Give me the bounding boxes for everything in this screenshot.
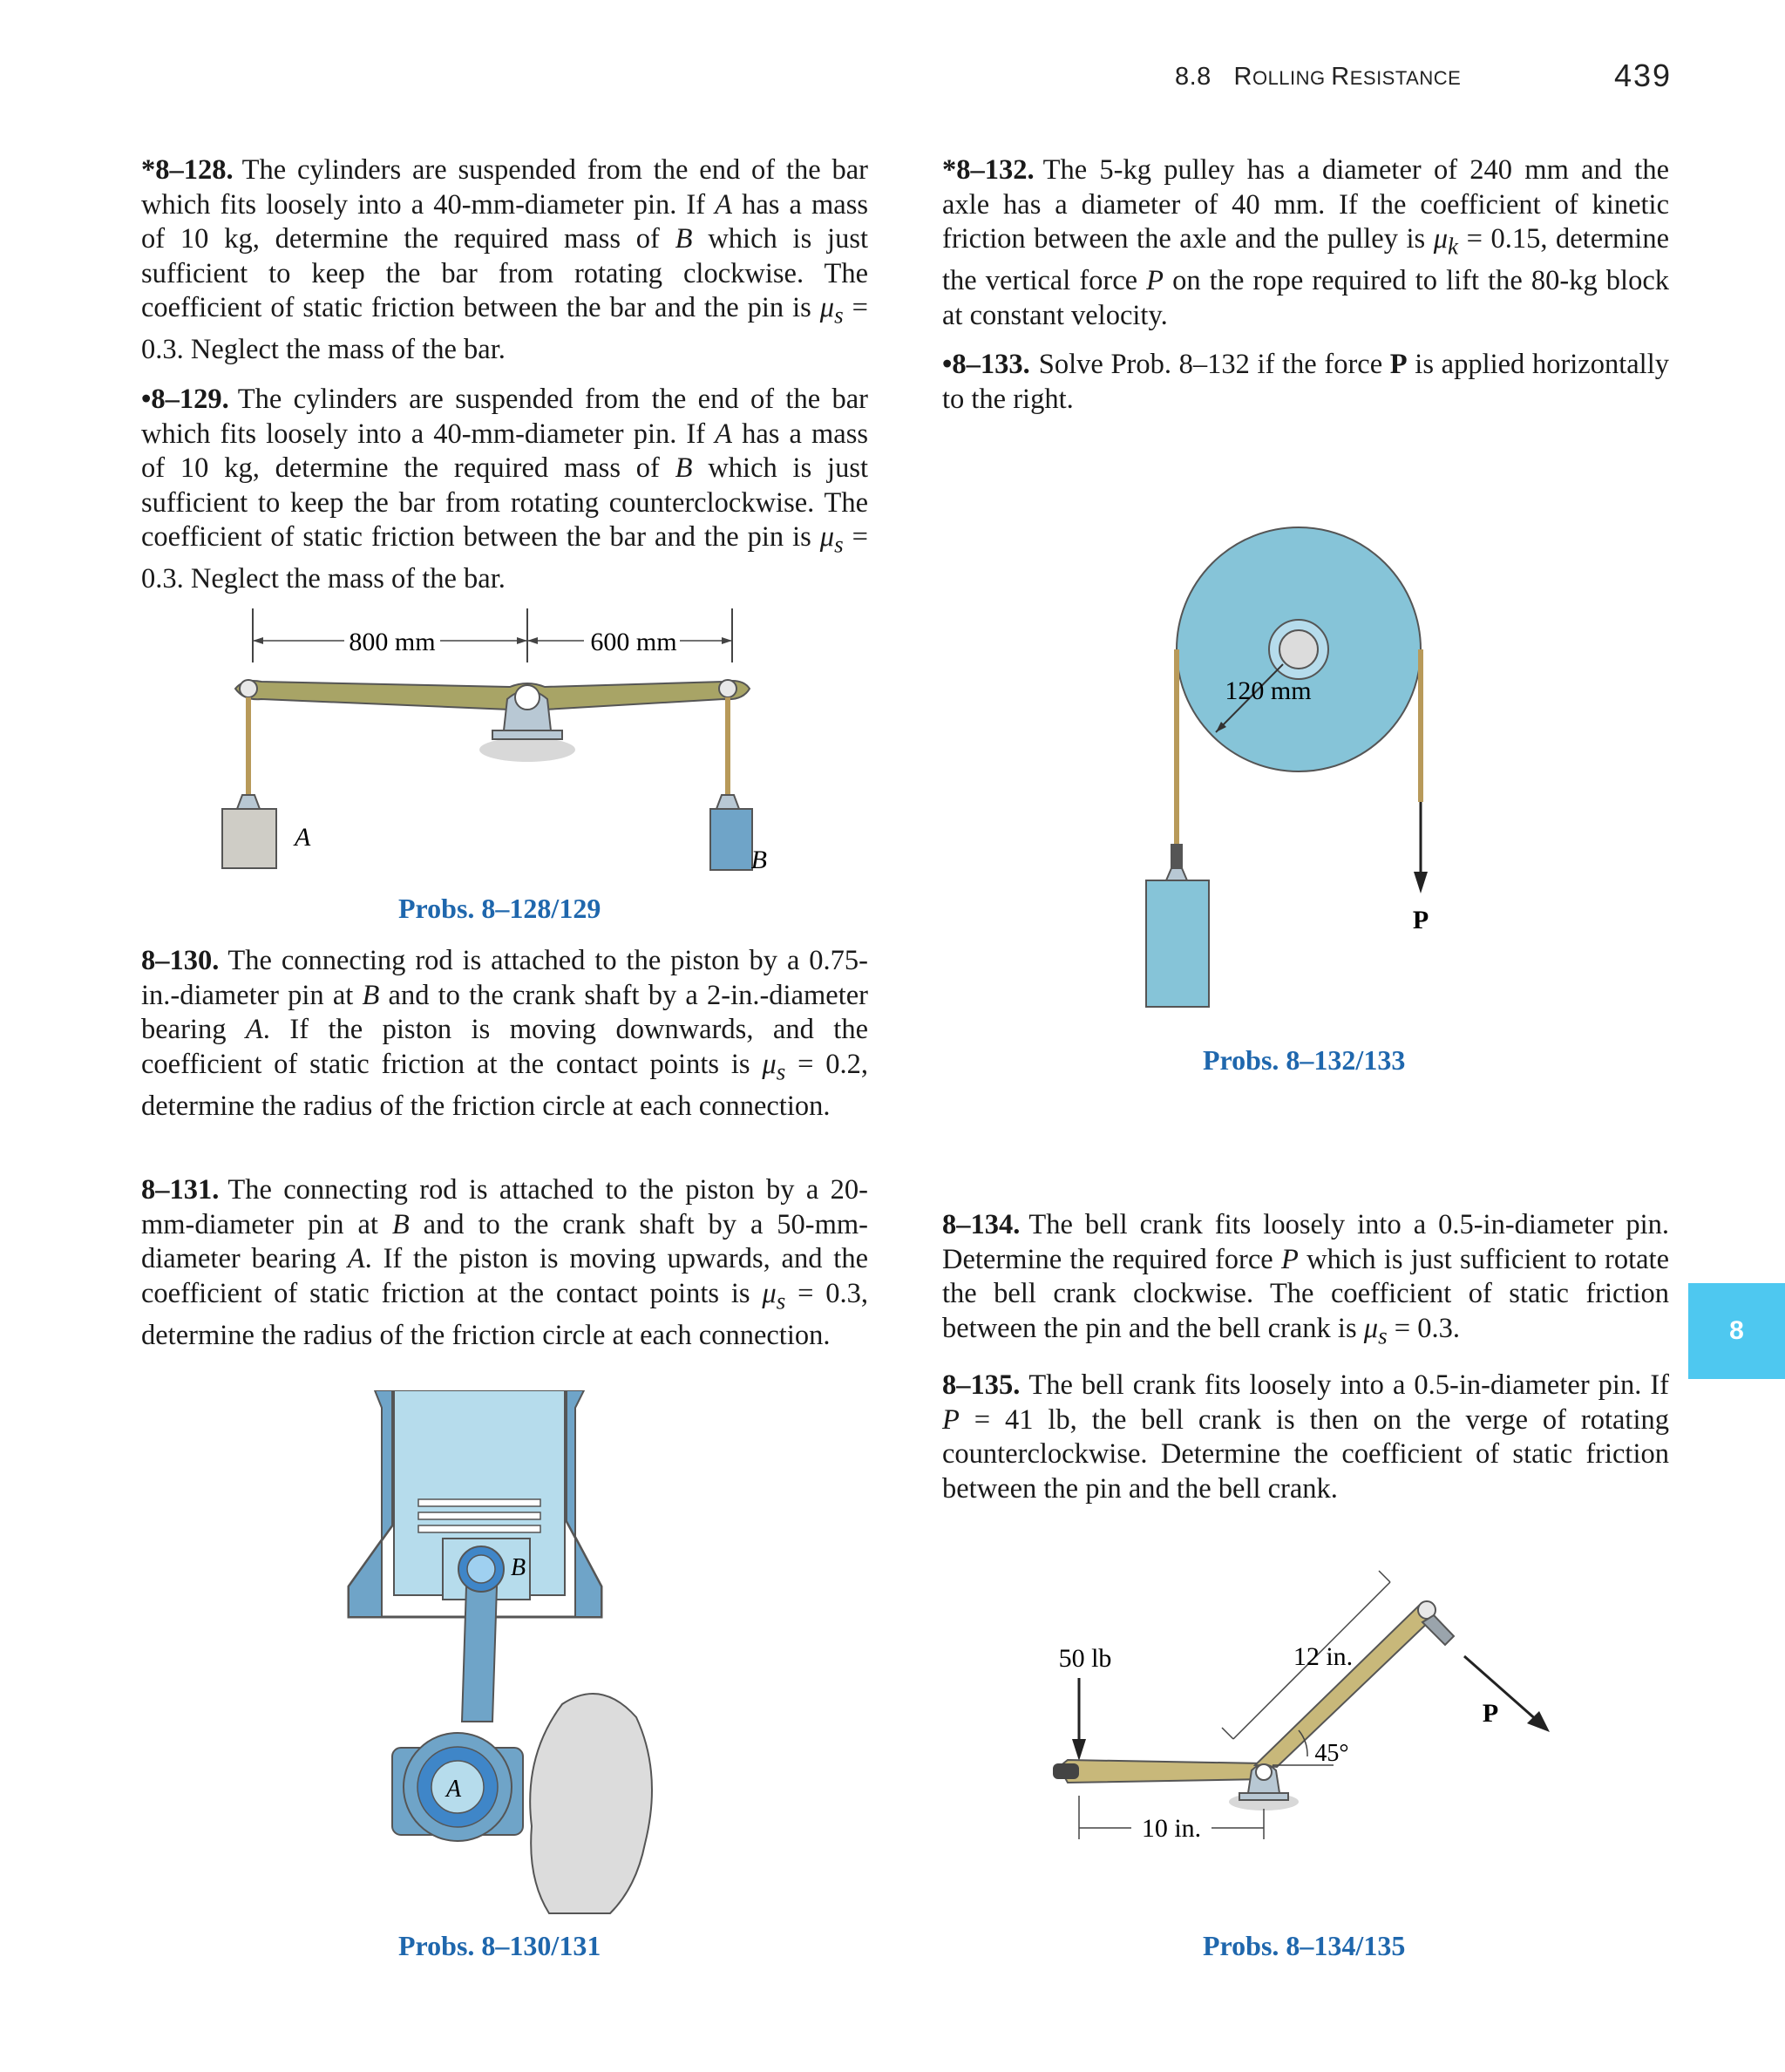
- problem-8-134: [942, 1208, 1669, 1354]
- force-p-arrow: [1464, 1656, 1538, 1722]
- symbol: B: [675, 223, 693, 255]
- mu-subscript: k: [1448, 233, 1459, 260]
- problem-number: •8–133.: [942, 349, 1030, 380]
- crank-shaft: [530, 1694, 652, 1913]
- problem-number: *8–128.: [141, 154, 234, 186]
- pin-40mm: [515, 685, 540, 710]
- problem-text: The bell crank fits loosely into a 0.5-in-diameter pin. If: [1028, 1369, 1669, 1401]
- mu-symbol: μ: [819, 521, 835, 554]
- mu-symbol: μ: [819, 292, 835, 324]
- force-p-label: P: [1482, 1699, 1499, 1728]
- problem-text: = 0.2, determine the radius of the friction circle at each connection.: [141, 1048, 868, 1122]
- mu-symbol: μ: [1433, 223, 1449, 255]
- mu-symbol: μ: [762, 1277, 777, 1309]
- radius-label: 120 mm: [1225, 676, 1312, 705]
- problem-text: and to the crank shaft by a 2-in.-diameter bearing: [141, 979, 868, 1046]
- problem-text: The connecting rod is attached to the piston by a 0.75-in.-diameter pin at: [141, 945, 868, 1011]
- connecting-rod: [462, 1586, 497, 1722]
- vector-symbol: P: [1389, 349, 1408, 380]
- label-b: B: [750, 846, 767, 874]
- symbol: A: [715, 418, 733, 450]
- problem-text: = 0.3, determine the radius of the friction circle at each connection.: [141, 1277, 868, 1351]
- symbol: A: [347, 1243, 365, 1275]
- mu-subscript: s: [834, 531, 844, 558]
- problem-number: 8–131.: [141, 1174, 220, 1206]
- lever-bar: [235, 681, 750, 711]
- problem-8-133: [942, 348, 1669, 417]
- problem-text: which is just sufficient to keep the bar from rotating clockwise. The coefficient of static friction between the bar and the pin is: [141, 223, 868, 324]
- cylinder-a: [222, 809, 276, 868]
- label-a: A: [295, 823, 311, 852]
- page-number: 439: [1614, 58, 1673, 93]
- problem-number: 8–135.: [942, 1369, 1021, 1401]
- problem-8-135: [942, 1369, 1669, 1506]
- mu-subscript: s: [776, 1058, 786, 1085]
- force-p-label: P: [1412, 906, 1429, 934]
- problem-text: The connecting rod is attached to the piston by a 20-mm-diameter pin at: [141, 1174, 868, 1240]
- mu-symbol: μ: [1363, 1312, 1379, 1344]
- figure-pulley: [1133, 523, 1447, 1037]
- figure-piston-connecting-rod: [340, 1390, 680, 1931]
- figure-caption-128-129: Probs. 8–128/129: [398, 893, 601, 924]
- problem-text: = 0.3. Neglect the mass of the bar.: [141, 292, 868, 366]
- problem-text: Solve Prob. 8–132 if the force: [1038, 349, 1390, 380]
- ground-shadow: [479, 737, 575, 762]
- problem-8-129: [141, 383, 868, 597]
- problem-number: 8–134.: [942, 1209, 1021, 1240]
- problem-text: The cylinders are suspended from the end of the bar which fits loosely into a 40-mm-diameter pin. If: [141, 154, 868, 221]
- label-a: A: [446, 1776, 462, 1803]
- problem-text: . If the piston is moving upwards, and the coefficient of static friction at the contact points is: [141, 1243, 868, 1309]
- figure-caption-132-133: Probs. 8–132/133: [1203, 1044, 1406, 1076]
- section-title-part: ESISTANCE: [1349, 67, 1462, 89]
- problem-text: and to the crank shaft by a 50-mm-diameter bearing: [141, 1208, 868, 1275]
- symbol: P: [1281, 1243, 1299, 1275]
- problem-8-128: [141, 153, 868, 368]
- problem-text: = 0.15, determine the vertical force: [942, 223, 1669, 297]
- load-label: 50 lb: [1058, 1644, 1112, 1673]
- block-80kg: [1146, 880, 1209, 1007]
- chapter-tab: 8: [1688, 1283, 1785, 1379]
- symbol: P: [1146, 265, 1164, 297]
- problem-text: which is just sufficient to keep the bar from rotating counterclockwise. The coefficient of static friction between the bar and the pin is: [141, 452, 868, 554]
- section-title-part: R: [1233, 63, 1252, 91]
- problem-text: The 5-kg pulley has a diameter of 240 mm and the axle has a diameter of 40 mm. If the coefficient of kinetic friction between the axle and the pulley is: [942, 154, 1669, 255]
- mu-subscript: s: [1378, 1322, 1388, 1349]
- problem-8-132: [942, 153, 1669, 333]
- mu-symbol: μ: [762, 1048, 777, 1080]
- label-b: B: [511, 1554, 526, 1581]
- problem-text: The bell crank fits loosely into a 0.5-in-diameter pin. Determine the required force: [942, 1209, 1669, 1275]
- problem-text: = 0.3.: [1387, 1312, 1460, 1344]
- cylinder-wall-right: [567, 1390, 601, 1617]
- problem-text: = 41 lb, the bell crank is then on the verge of rotating counterclockwise. Determine the coefficient of static friction between the pin and the bell crank.: [942, 1403, 1669, 1505]
- figure-bell-crank: [1046, 1565, 1586, 1878]
- problem-text: which is just sufficient to rotate the bell crank clockwise. The coefficient of static friction between the pin and the bell crank is: [942, 1243, 1669, 1344]
- length-label: 12 in.: [1293, 1642, 1354, 1671]
- pin-0-5in: [1256, 1764, 1272, 1780]
- problem-text: has a mass of 10 kg, determine the required mass of: [141, 188, 869, 255]
- figure-caption-134-135: Probs. 8–134/135: [1203, 1930, 1406, 1961]
- problem-text: on the rope required to lift the 80-kg block at constant velocity.: [942, 265, 1670, 331]
- base-length-label: 10 in.: [1141, 1814, 1202, 1843]
- figure-lever-cylinders: [209, 601, 767, 889]
- problem-text: = 0.3. Neglect the mass of the bar.: [141, 521, 868, 595]
- symbol: A: [245, 1014, 263, 1046]
- problem-text: is applied horizontally to the right.: [942, 349, 1669, 415]
- cylinder-wall-left: [349, 1390, 392, 1617]
- symbol: B: [362, 979, 380, 1011]
- mu-subscript: s: [834, 302, 844, 329]
- symbol: P: [942, 1403, 960, 1436]
- angle-label: 45°: [1314, 1740, 1349, 1767]
- crank-arm-horizontal: [1059, 1760, 1266, 1783]
- section-title-part: R: [1331, 63, 1350, 91]
- problem-number: 8–130.: [141, 945, 220, 976]
- running-header-section: [1175, 63, 1461, 92]
- problem-text: has a mass of 10 kg, determine the required mass of: [141, 418, 869, 485]
- dimension-label-600: 600 mm: [590, 628, 677, 656]
- cylinder-b: [710, 809, 752, 870]
- section-number: 8.8: [1175, 63, 1211, 91]
- problem-text: The cylinders are suspended from the end of the bar which fits loosely into a 40-mm-diameter pin. If: [141, 384, 868, 450]
- problem-8-130: [141, 944, 868, 1124]
- problem-8-131: [141, 1173, 868, 1353]
- section-title-part: OLLING: [1252, 67, 1332, 89]
- symbol: B: [675, 452, 693, 485]
- problem-number: •8–129.: [141, 384, 229, 415]
- symbol: B: [391, 1208, 410, 1240]
- axle: [1279, 630, 1318, 669]
- mu-subscript: s: [776, 1287, 786, 1315]
- figure-caption-130-131: Probs. 8–130/131: [398, 1930, 601, 1961]
- problem-number: *8–132.: [942, 154, 1035, 186]
- dimension-label-800: 800 mm: [349, 628, 436, 656]
- problem-text: . If the piston is moving downwards, and the coefficient of static friction at the contact points is: [141, 1014, 868, 1080]
- symbol: A: [715, 188, 733, 221]
- crank-handle: [1053, 1763, 1079, 1779]
